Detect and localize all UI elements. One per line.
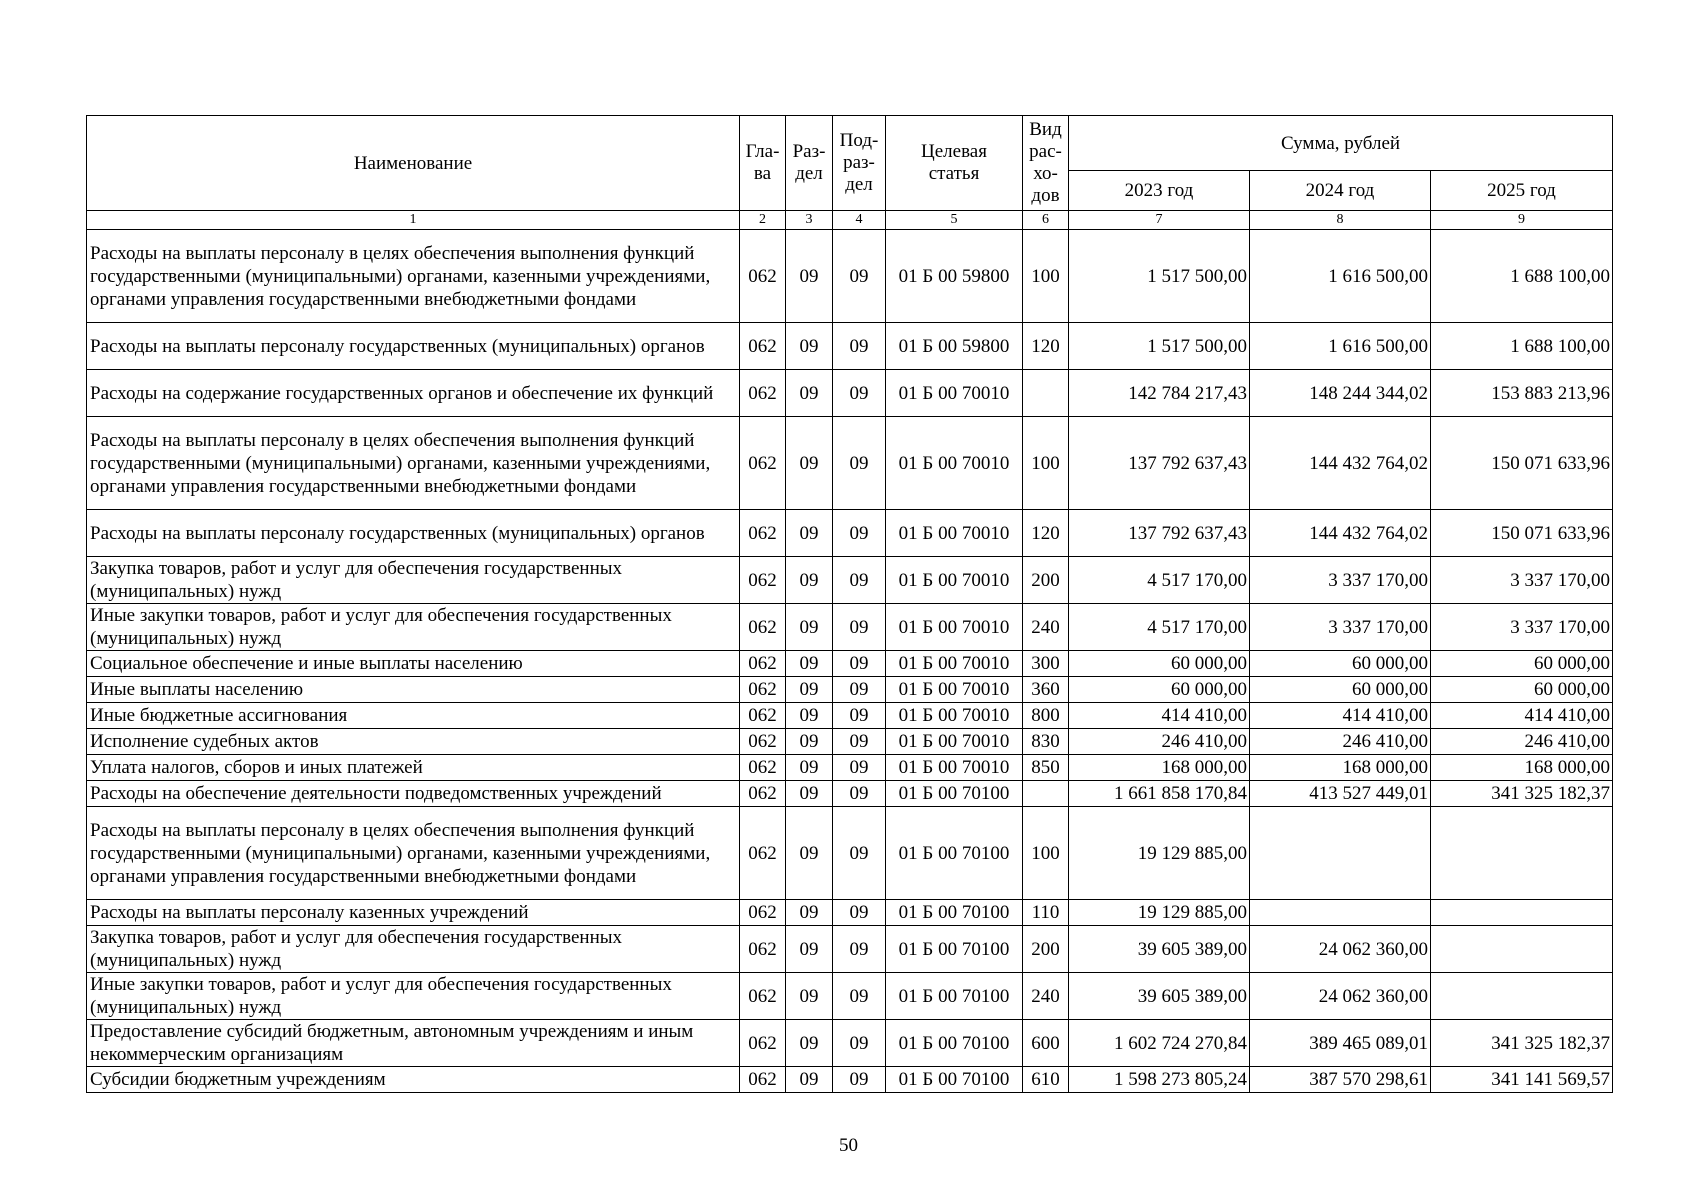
row-name: Субсидии бюджетным учреждениям xyxy=(87,1067,740,1093)
header-year-2023: 2023 год xyxy=(1069,171,1250,211)
row-section: 09 xyxy=(786,651,833,677)
row-name: Закупка товаров, работ и услуг для обеспечения государственных (муниципальных) нужд xyxy=(87,557,740,604)
row-amount-2024: 246 410,00 xyxy=(1250,729,1431,755)
header-section: Раз- дел xyxy=(786,116,833,211)
row-chapter: 062 xyxy=(740,370,786,417)
row-target-article: 01 Б 00 70010 xyxy=(886,510,1023,557)
row-name: Исполнение судебных актов xyxy=(87,729,740,755)
row-chapter: 062 xyxy=(740,651,786,677)
row-section: 09 xyxy=(786,703,833,729)
row-expense-type xyxy=(1023,781,1069,807)
row-target-article: 01 Б 00 70100 xyxy=(886,926,1023,973)
row-target-article: 01 Б 00 70010 xyxy=(886,703,1023,729)
row-section: 09 xyxy=(786,323,833,370)
table-row xyxy=(87,781,1613,807)
row-expense-type: 360 xyxy=(1023,677,1069,703)
row-amount-2024: 413 527 449,01 xyxy=(1250,781,1431,807)
row-amount-2023: 137 792 637,43 xyxy=(1069,417,1250,510)
row-chapter: 062 xyxy=(740,781,786,807)
table-row xyxy=(87,755,1613,781)
row-section: 09 xyxy=(786,729,833,755)
row-name: Иные закупки товаров, работ и услуг для обеспечения государственных (муниципальных) нужд xyxy=(87,973,740,1020)
row-chapter: 062 xyxy=(740,755,786,781)
header-year-2024: 2024 год xyxy=(1250,171,1431,211)
row-amount-2023: 1 661 858 170,84 xyxy=(1069,781,1250,807)
row-chapter: 062 xyxy=(740,323,786,370)
row-target-article: 01 Б 00 70010 xyxy=(886,755,1023,781)
row-expense-type: 120 xyxy=(1023,510,1069,557)
row-amount-2024 xyxy=(1250,900,1431,926)
row-amount-2024: 414 410,00 xyxy=(1250,703,1431,729)
row-section: 09 xyxy=(786,1067,833,1093)
row-expense-type: 830 xyxy=(1023,729,1069,755)
row-amount-2025 xyxy=(1431,900,1613,926)
row-subsection: 09 xyxy=(833,807,886,900)
row-subsection: 09 xyxy=(833,323,886,370)
row-name: Социальное обеспечение и иные выплаты населению xyxy=(87,651,740,677)
row-amount-2023: 19 129 885,00 xyxy=(1069,807,1250,900)
table-row xyxy=(87,900,1613,926)
header-year-2025: 2025 год xyxy=(1431,171,1613,211)
row-section: 09 xyxy=(786,926,833,973)
row-amount-2024: 148 244 344,02 xyxy=(1250,370,1431,417)
header-expense-type: Вид рас- хо- дов xyxy=(1023,116,1069,211)
row-amount-2025: 3 337 170,00 xyxy=(1431,604,1613,651)
row-expense-type: 800 xyxy=(1023,703,1069,729)
row-target-article: 01 Б 00 70100 xyxy=(886,1020,1023,1067)
column-number: 3 xyxy=(786,211,833,230)
row-target-article: 01 Б 00 59800 xyxy=(886,323,1023,370)
row-subsection: 09 xyxy=(833,1020,886,1067)
row-target-article: 01 Б 00 70010 xyxy=(886,651,1023,677)
row-amount-2024: 24 062 360,00 xyxy=(1250,973,1431,1020)
row-chapter: 062 xyxy=(740,900,786,926)
column-number: 6 xyxy=(1023,211,1069,230)
header-name: Наименование xyxy=(87,116,740,211)
row-subsection: 09 xyxy=(833,755,886,781)
row-target-article: 01 Б 00 70100 xyxy=(886,807,1023,900)
row-expense-type: 100 xyxy=(1023,230,1069,323)
row-amount-2025: 3 337 170,00 xyxy=(1431,557,1613,604)
row-subsection: 09 xyxy=(833,604,886,651)
header-sum: Сумма, рублей xyxy=(1069,116,1613,171)
row-target-article: 01 Б 00 70010 xyxy=(886,729,1023,755)
row-amount-2023: 1 598 273 805,24 xyxy=(1069,1067,1250,1093)
row-name: Расходы на выплаты персоналу казенных учреждений xyxy=(87,900,740,926)
row-name: Расходы на выплаты персоналу в целях обеспечения выполнения функций государственными (муниципальными) органами, казенными учреждениями, органами управления государственными внебюджетными фондами xyxy=(87,417,740,510)
row-amount-2025: 1 688 100,00 xyxy=(1431,323,1613,370)
row-amount-2023: 60 000,00 xyxy=(1069,677,1250,703)
row-chapter: 062 xyxy=(740,557,786,604)
row-subsection: 09 xyxy=(833,677,886,703)
row-target-article: 01 Б 00 70010 xyxy=(886,557,1023,604)
row-name: Расходы на выплаты персоналу в целях обеспечения выполнения функций государственными (муниципальными) органами, казенными учреждениями, органами управления государственными внебюджетными фондами xyxy=(87,230,740,323)
row-subsection: 09 xyxy=(833,417,886,510)
table-row xyxy=(87,510,1613,557)
row-section: 09 xyxy=(786,510,833,557)
header-subsection: Под- раз- дел xyxy=(833,116,886,211)
row-target-article: 01 Б 00 70100 xyxy=(886,973,1023,1020)
table-row xyxy=(87,973,1613,1020)
row-target-article: 01 Б 00 70010 xyxy=(886,604,1023,651)
row-amount-2024: 144 432 764,02 xyxy=(1250,417,1431,510)
row-amount-2025: 60 000,00 xyxy=(1431,651,1613,677)
row-expense-type: 240 xyxy=(1023,973,1069,1020)
row-subsection: 09 xyxy=(833,781,886,807)
row-chapter: 062 xyxy=(740,510,786,557)
row-chapter: 062 xyxy=(740,604,786,651)
row-section: 09 xyxy=(786,781,833,807)
row-amount-2025: 150 071 633,96 xyxy=(1431,417,1613,510)
row-name: Уплата налогов, сборов и иных платежей xyxy=(87,755,740,781)
row-expense-type xyxy=(1023,370,1069,417)
row-subsection: 09 xyxy=(833,703,886,729)
row-name: Иные бюджетные ассигнования xyxy=(87,703,740,729)
row-section: 09 xyxy=(786,900,833,926)
row-amount-2023: 142 784 217,43 xyxy=(1069,370,1250,417)
row-target-article: 01 Б 00 70100 xyxy=(886,781,1023,807)
row-section: 09 xyxy=(786,604,833,651)
row-amount-2025 xyxy=(1431,807,1613,900)
row-name: Расходы на выплаты персоналу государственных (муниципальных) органов xyxy=(87,510,740,557)
column-number: 8 xyxy=(1250,211,1431,230)
row-name: Расходы на выплаты персоналу в целях обеспечения выполнения функций государственными (муниципальными) органами, казенными учреждениями, органами управления государственными внебюджетными фондами xyxy=(87,807,740,900)
table-row xyxy=(87,1067,1613,1093)
row-subsection: 09 xyxy=(833,557,886,604)
row-name: Расходы на содержание государственных органов и обеспечение их функций xyxy=(87,370,740,417)
row-chapter: 062 xyxy=(740,417,786,510)
header-target-article: Целевая статья xyxy=(886,116,1023,211)
row-target-article: 01 Б 00 70010 xyxy=(886,677,1023,703)
row-amount-2025: 150 071 633,96 xyxy=(1431,510,1613,557)
row-section: 09 xyxy=(786,370,833,417)
row-chapter: 062 xyxy=(740,230,786,323)
row-section: 09 xyxy=(786,1020,833,1067)
row-amount-2023: 4 517 170,00 xyxy=(1069,604,1250,651)
row-amount-2024: 60 000,00 xyxy=(1250,677,1431,703)
row-amount-2024: 24 062 360,00 xyxy=(1250,926,1431,973)
row-section: 09 xyxy=(786,417,833,510)
row-amount-2023: 1 517 500,00 xyxy=(1069,230,1250,323)
row-chapter: 062 xyxy=(740,677,786,703)
column-number: 7 xyxy=(1069,211,1250,230)
table-row xyxy=(87,703,1613,729)
row-subsection: 09 xyxy=(833,651,886,677)
row-section: 09 xyxy=(786,755,833,781)
row-section: 09 xyxy=(786,557,833,604)
budget-table xyxy=(86,115,1613,1093)
row-subsection: 09 xyxy=(833,973,886,1020)
column-number: 9 xyxy=(1431,211,1613,230)
page-number: 50 xyxy=(839,1135,858,1156)
row-name: Расходы на выплаты персоналу государственных (муниципальных) органов xyxy=(87,323,740,370)
row-amount-2023: 39 605 389,00 xyxy=(1069,973,1250,1020)
column-number: 1 xyxy=(87,211,740,230)
row-chapter: 062 xyxy=(740,703,786,729)
table-row xyxy=(87,230,1613,323)
row-amount-2024: 1 616 500,00 xyxy=(1250,323,1431,370)
column-number: 2 xyxy=(740,211,786,230)
row-amount-2025: 168 000,00 xyxy=(1431,755,1613,781)
row-expense-type: 100 xyxy=(1023,807,1069,900)
row-amount-2023: 1 602 724 270,84 xyxy=(1069,1020,1250,1067)
row-amount-2024: 1 616 500,00 xyxy=(1250,230,1431,323)
row-amount-2024: 144 432 764,02 xyxy=(1250,510,1431,557)
row-chapter: 062 xyxy=(740,973,786,1020)
row-amount-2023: 19 129 885,00 xyxy=(1069,900,1250,926)
row-section: 09 xyxy=(786,807,833,900)
row-amount-2025: 153 883 213,96 xyxy=(1431,370,1613,417)
row-amount-2024 xyxy=(1250,807,1431,900)
table-row xyxy=(87,926,1613,973)
row-amount-2024: 3 337 170,00 xyxy=(1250,557,1431,604)
table-row xyxy=(87,651,1613,677)
row-amount-2024: 387 570 298,61 xyxy=(1250,1067,1431,1093)
row-name: Предоставление субсидий бюджетным, автономным учреждениям и иным некоммерческим организациям xyxy=(87,1020,740,1067)
row-subsection: 09 xyxy=(833,926,886,973)
table-row xyxy=(87,370,1613,417)
row-amount-2025: 1 688 100,00 xyxy=(1431,230,1613,323)
row-amount-2025 xyxy=(1431,973,1613,1020)
row-name: Расходы на обеспечение деятельности подведомственных учреждений xyxy=(87,781,740,807)
row-amount-2023: 168 000,00 xyxy=(1069,755,1250,781)
row-amount-2025: 341 141 569,57 xyxy=(1431,1067,1613,1093)
table-row xyxy=(87,677,1613,703)
table-row xyxy=(87,729,1613,755)
row-amount-2025: 341 325 182,37 xyxy=(1431,1020,1613,1067)
row-amount-2025 xyxy=(1431,926,1613,973)
row-chapter: 062 xyxy=(740,926,786,973)
row-amount-2024: 60 000,00 xyxy=(1250,651,1431,677)
row-target-article: 01 Б 00 70100 xyxy=(886,900,1023,926)
header-chapter: Гла- ва xyxy=(740,116,786,211)
row-amount-2024: 168 000,00 xyxy=(1250,755,1431,781)
row-name: Иные закупки товаров, работ и услуг для обеспечения государственных (муниципальных) нужд xyxy=(87,604,740,651)
row-expense-type: 120 xyxy=(1023,323,1069,370)
row-expense-type: 200 xyxy=(1023,557,1069,604)
row-expense-type: 110 xyxy=(1023,900,1069,926)
row-amount-2025: 246 410,00 xyxy=(1431,729,1613,755)
table-body xyxy=(87,230,1613,1093)
table-row xyxy=(87,323,1613,370)
row-expense-type: 100 xyxy=(1023,417,1069,510)
row-amount-2023: 39 605 389,00 xyxy=(1069,926,1250,973)
row-amount-2024: 389 465 089,01 xyxy=(1250,1020,1431,1067)
row-name: Закупка товаров, работ и услуг для обеспечения государственных (муниципальных) нужд xyxy=(87,926,740,973)
row-subsection: 09 xyxy=(833,230,886,323)
row-section: 09 xyxy=(786,973,833,1020)
row-section: 09 xyxy=(786,677,833,703)
row-target-article: 01 Б 00 70010 xyxy=(886,370,1023,417)
row-amount-2025: 341 325 182,37 xyxy=(1431,781,1613,807)
column-number: 5 xyxy=(886,211,1023,230)
row-expense-type: 610 xyxy=(1023,1067,1069,1093)
row-expense-type: 300 xyxy=(1023,651,1069,677)
row-subsection: 09 xyxy=(833,370,886,417)
row-target-article: 01 Б 00 70010 xyxy=(886,417,1023,510)
row-chapter: 062 xyxy=(740,1067,786,1093)
row-amount-2023: 4 517 170,00 xyxy=(1069,557,1250,604)
row-chapter: 062 xyxy=(740,807,786,900)
row-expense-type: 600 xyxy=(1023,1020,1069,1067)
row-subsection: 09 xyxy=(833,510,886,557)
row-amount-2023: 137 792 637,43 xyxy=(1069,510,1250,557)
table-row xyxy=(87,604,1613,651)
row-subsection: 09 xyxy=(833,1067,886,1093)
row-subsection: 09 xyxy=(833,900,886,926)
table-row xyxy=(87,807,1613,900)
row-amount-2025: 414 410,00 xyxy=(1431,703,1613,729)
row-chapter: 062 xyxy=(740,1020,786,1067)
table-row xyxy=(87,557,1613,604)
column-number-row xyxy=(87,211,1613,230)
row-amount-2023: 246 410,00 xyxy=(1069,729,1250,755)
row-amount-2023: 414 410,00 xyxy=(1069,703,1250,729)
table-row xyxy=(87,417,1613,510)
row-amount-2024: 3 337 170,00 xyxy=(1250,604,1431,651)
row-expense-type: 240 xyxy=(1023,604,1069,651)
column-number: 4 xyxy=(833,211,886,230)
row-target-article: 01 Б 00 70100 xyxy=(886,1067,1023,1093)
row-target-article: 01 Б 00 59800 xyxy=(886,230,1023,323)
table-row xyxy=(87,1020,1613,1067)
row-amount-2025: 60 000,00 xyxy=(1431,677,1613,703)
row-amount-2023: 1 517 500,00 xyxy=(1069,323,1250,370)
row-section: 09 xyxy=(786,230,833,323)
row-amount-2023: 60 000,00 xyxy=(1069,651,1250,677)
row-name: Иные выплаты населению xyxy=(87,677,740,703)
row-expense-type: 850 xyxy=(1023,755,1069,781)
row-expense-type: 200 xyxy=(1023,926,1069,973)
row-subsection: 09 xyxy=(833,729,886,755)
row-chapter: 062 xyxy=(740,729,786,755)
